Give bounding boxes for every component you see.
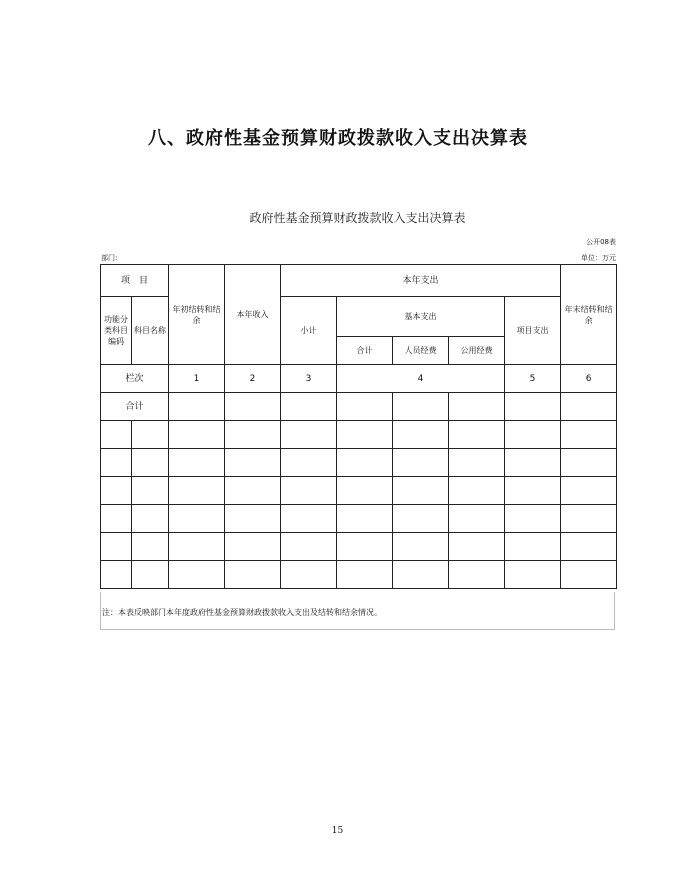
column-number: 2 <box>225 365 281 393</box>
table-code: 公开08表 <box>586 238 616 246</box>
unit-label: 单位：万元 <box>581 254 616 262</box>
header-income: 本年收入 <box>225 265 281 365</box>
column-number: 3 <box>281 365 337 393</box>
column-number: 6 <box>561 365 617 393</box>
table-row <box>101 477 617 505</box>
header-subject-name: 科目名称 <box>132 297 169 365</box>
header-subtotal: 小计 <box>281 297 337 365</box>
department-label: 部门: <box>101 254 118 262</box>
column-number: 4 <box>337 365 505 393</box>
table-row <box>101 561 617 589</box>
page-number: 15 <box>331 826 344 836</box>
column-number: 1 <box>169 365 225 393</box>
header-personnel: 人员经费 <box>393 337 449 365</box>
header-total: 合计 <box>337 337 393 365</box>
budget-table <box>100 264 617 589</box>
table-row <box>101 449 617 477</box>
table-title: 政府性基金预算财政拨款收入支出决算表 <box>249 211 466 225</box>
section-title: 八、政府性基金预算财政拨款收入支出决算表 <box>148 128 528 149</box>
header-begin-balance: 年初结转和结余 <box>169 265 225 365</box>
header-end-balance: 年末结转和结余 <box>561 265 617 365</box>
header-expenditure: 本年支出 <box>281 265 561 297</box>
table-row <box>101 533 617 561</box>
header-basic-expenditure: 基本支出 <box>337 297 505 337</box>
table-row <box>101 505 617 533</box>
header-item: 项 目 <box>101 265 169 297</box>
header-func-code: 功能分类科目编码 <box>101 297 132 365</box>
column-number: 5 <box>505 365 561 393</box>
table-note: 注：本表反映部门本年度政府性基金预算财政拨款收入支出及结转和结余情况。 <box>102 608 382 617</box>
header-project-expenditure: 项目支出 <box>505 297 561 365</box>
table-row <box>101 421 617 449</box>
header-public-funds: 公用经费 <box>449 337 505 365</box>
column-number-label: 栏次 <box>101 365 169 393</box>
sum-row <box>101 393 617 421</box>
sum-label: 合计 <box>101 393 169 421</box>
